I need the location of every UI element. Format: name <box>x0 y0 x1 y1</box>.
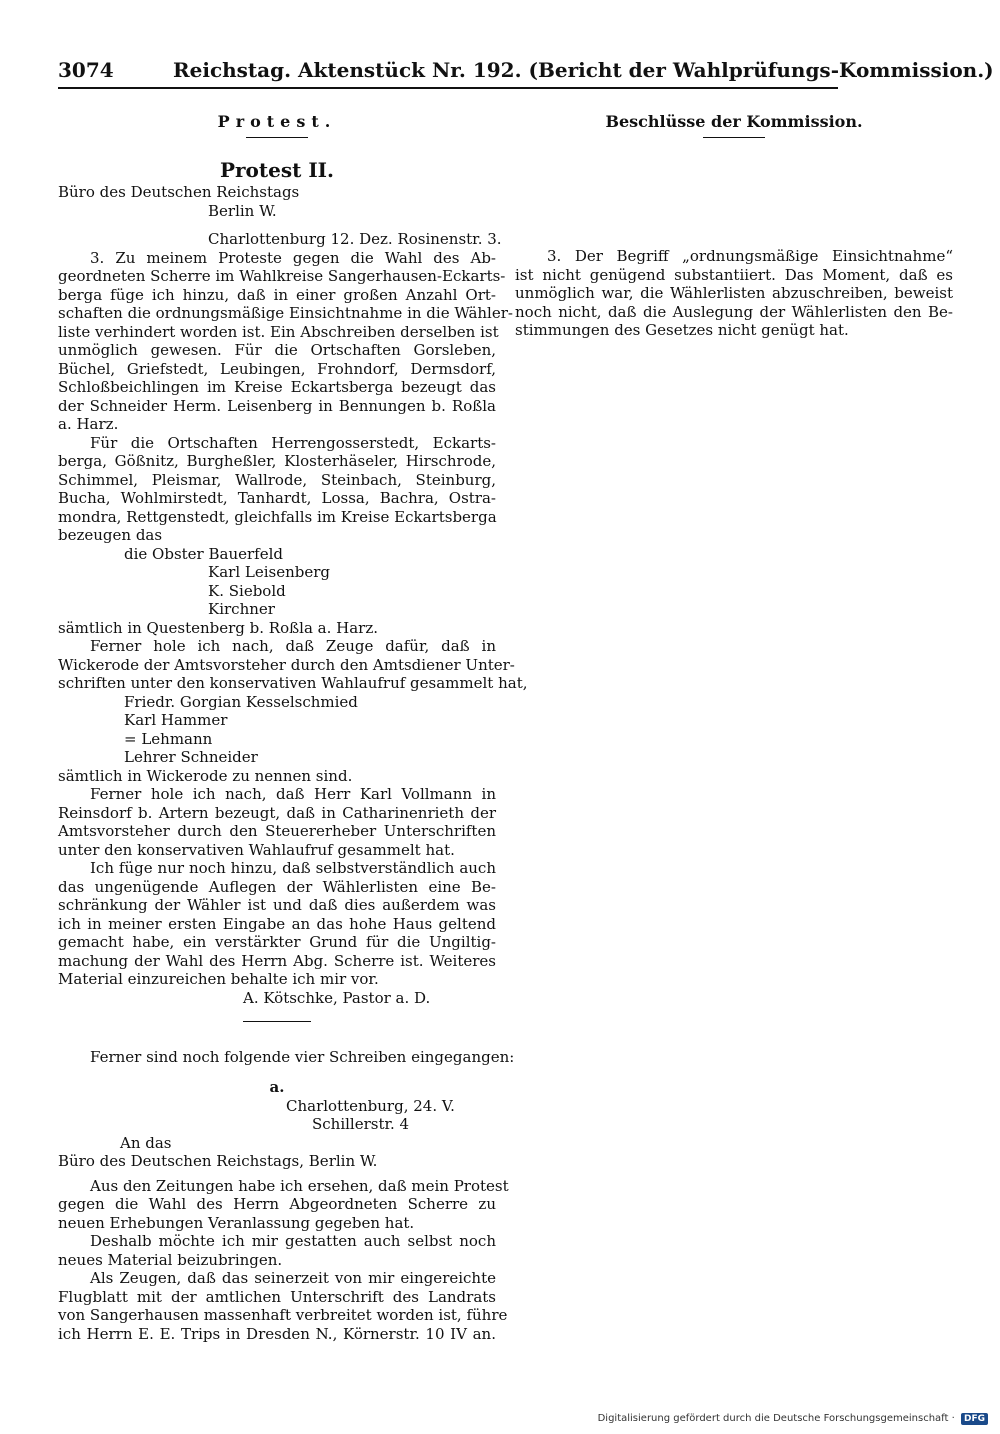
witness-list-2 <box>58 693 496 767</box>
text-line: ich in meiner ersten Eingabe an das hohe Haus geltend <box>58 914 496 933</box>
text-line: unmöglich war, die Wählerlisten abzuschreiben, beweist <box>515 284 953 302</box>
text-line: neues Material beizubringen. <box>58 1250 283 1269</box>
dfg-logo: DFG <box>961 1413 988 1425</box>
right-column-heading: Beschlüsse der Kommission. <box>605 112 863 131</box>
protest-paragraph-5 <box>58 859 496 989</box>
text-line: 3. Zu meinem Proteste gegen die Wahl des Ab- <box>90 248 496 267</box>
text-line: von Sangerhausen massenhaft verbreitet worden ist, führe <box>58 1306 508 1324</box>
text-line: sämtlich in Questenberg b. Roßla a. Harz. <box>58 618 378 637</box>
text-line: bezeugen das <box>58 526 163 544</box>
witness-line: Karl Hammer <box>124 711 228 729</box>
protest-paragraph-3 <box>58 637 528 693</box>
witness-line: K. Siebold <box>208 581 286 600</box>
text-line: der Schneider Herm. Leisenberg in Bennungen b. Roßla <box>58 396 496 415</box>
text-line: Reinsdorf b. Artern bezeugt, daß in Catharinenrieth der <box>58 803 496 822</box>
left-heading-rule <box>246 137 308 138</box>
text-line: schränkung der Wähler ist und daß dies außerdem was <box>58 896 496 914</box>
commission-decision <box>515 247 953 340</box>
letter-paragraph-3 <box>58 1269 508 1343</box>
text-line: noch nicht, daß die Auslegung der Wählerlisten den Be- <box>515 302 953 321</box>
text-line: sämtlich in Wickerode zu nennen sind. <box>58 766 353 785</box>
witness-line: Lehrer Schneider <box>124 748 258 766</box>
text-line: 3. Der Begriff „ordnungsmäßige Einsichtnahme“ <box>547 247 953 265</box>
address-line: Büro des Deutschen Reichstags <box>58 183 300 201</box>
witness-line: die Obster Bauerfeld <box>124 544 283 563</box>
letter-paragraph-1 <box>58 1176 509 1233</box>
text-line: unmöglich gewesen. Für die Ortschaften Gorsleben, <box>58 341 496 359</box>
text-line: stimmungen des Gesetzes nicht genügt hat. <box>515 321 849 339</box>
text-line: gemacht habe, ein verstärkter Grund für die Ungiltig- <box>58 933 496 951</box>
text-line: Aus den Zeitungen habe ich ersehen, daß mein Protest <box>90 1176 509 1195</box>
text-line: Flugblatt mit der amtlichen Unterschrift des Landrats <box>58 1287 496 1306</box>
text-line: Schloßbeichlingen im Kreise Eckartsberga bezeugt das <box>58 378 496 396</box>
letter-street: Schillerstr. 4 <box>312 1115 410 1133</box>
protest-paragraph-4 <box>58 785 496 859</box>
left-column-heading: Protest. <box>217 112 337 131</box>
text-line: schriften unter den konservativen Wahlaufruf gesammelt hat, <box>58 674 528 692</box>
text-line: Wickerode der Amtsvorsteher durch den Amtsdiener Unter- <box>58 655 515 674</box>
credit-text: Digitalisierung gefördert durch die Deutsche Forschungsgemeinschaft · <box>597 1413 955 1424</box>
page-number: 3074 <box>58 58 114 82</box>
spacer <box>58 220 496 230</box>
signature: A. Kötschke, Pastor a. D. <box>243 988 431 1007</box>
letter-addressee: Büro des Deutschen Reichstags, Berlin W. <box>58 1152 378 1170</box>
text-line: berga füge ich hinzu, daß in einer großen Anzahl Ort- <box>58 285 496 304</box>
text-line: a. Harz. <box>58 415 119 433</box>
text-line: neuen Erhebungen Veranlassung gegeben hat. <box>58 1213 415 1232</box>
witness-line: Karl Leisenberg <box>208 563 331 581</box>
text-line: Als Zeugen, daß das seinerzeit von mir eingereichte <box>90 1269 496 1287</box>
text-line: geordneten Scherre im Wahlkreise Sangerhausen-Eckarts- <box>58 267 506 285</box>
text-line: schaften die ordnungsmäßige Einsichtnahme in die Wähler- <box>58 304 513 322</box>
place-date: Charlottenburg 12. Dez. Rosinenstr. 3. <box>208 230 502 248</box>
text-line: ich Herrn E. E. Trips in Dresden N., Körnerstr. 10 IV an. <box>58 1324 496 1343</box>
right-column <box>515 112 953 340</box>
letter-salutation: An das <box>120 1133 172 1152</box>
left-column <box>58 112 528 1343</box>
spacer <box>58 1022 496 1048</box>
witness-line: = Lehmann <box>124 729 213 748</box>
witness-line: Kirchner <box>208 600 275 618</box>
page-header <box>58 58 994 88</box>
text-line: Bucha, Wohlmirstedt, Tanhardt, Lossa, Bachra, Ostra- <box>58 489 496 507</box>
letter-marker: a. <box>269 1077 285 1096</box>
text-line: liste verhindert worden ist. Ein Abschreiben derselben ist <box>58 322 499 341</box>
text-line: unter den konservativen Wahlaufruf gesammelt hat. <box>58 840 455 859</box>
text-line: mondra, Rettgenstedt, gleichfalls im Kreise Eckartsberga <box>58 507 497 526</box>
text-line: das ungenügende Auflegen der Wählerlisten eine Be- <box>58 877 496 896</box>
text-line: Material einzureichen behalte ich mir vor. <box>58 970 379 988</box>
text-line: gegen die Wahl des Herrn Abgeordneten Scherre zu <box>58 1195 496 1213</box>
running-title: Reichstag. Aktenstück Nr. 192. (Bericht der Wahlprüfungs-Kommission.) <box>173 58 994 82</box>
header-rule <box>58 87 838 89</box>
text-line: machung der Wahl des Herrn Abg. Scherre ist. Weiteres <box>58 951 496 970</box>
letter-place-date: Charlottenburg, 24. V. <box>286 1096 455 1115</box>
text-line: Schimmel, Pleismar, Wallrode, Steinbach, Steinburg, <box>58 470 496 489</box>
letter-paragraph-2 <box>58 1232 496 1269</box>
witness-line: Friedr. Gorgian Kesselschmied <box>124 692 358 711</box>
text-line: Büchel, Griefstedt, Leubingen, Frohndorf, Dermsdorf, <box>58 359 496 378</box>
text-line: Ich füge nur noch hinzu, daß selbstverständlich auch <box>90 859 496 877</box>
text-line: Amtsvorsteher durch den Steuererheber Unterschriften <box>58 822 496 840</box>
spacer <box>515 138 953 247</box>
protest-paragraph-1 <box>58 248 513 434</box>
protest-title: Protest II. <box>219 158 334 182</box>
text-line: Ferner hole ich nach, daß Zeuge dafür, daß in <box>90 637 496 655</box>
text-line: Für die Ortschaften Herrengosserstedt, Eckarts- <box>90 433 496 452</box>
digitization-credit <box>598 1413 988 1425</box>
text-line: ist nicht genügend substantiiert. Das Moment, daß es <box>515 265 953 284</box>
letters-intro: Ferner sind noch folgende vier Schreiben eingegangen: <box>90 1048 515 1066</box>
address-line: Berlin W. <box>208 201 277 220</box>
protest-paragraph-2 <box>58 434 496 545</box>
text-line: berga, Gößnitz, Burgheßler, Klosterhäseler, Hirschrode, <box>58 452 496 470</box>
text-line: Deshalb möchte ich mir gestatten auch selbst noch <box>90 1232 496 1250</box>
text-line: Ferner hole ich nach, daß Herr Karl Vollmann in <box>90 785 496 803</box>
witness-list-1 <box>58 545 496 619</box>
